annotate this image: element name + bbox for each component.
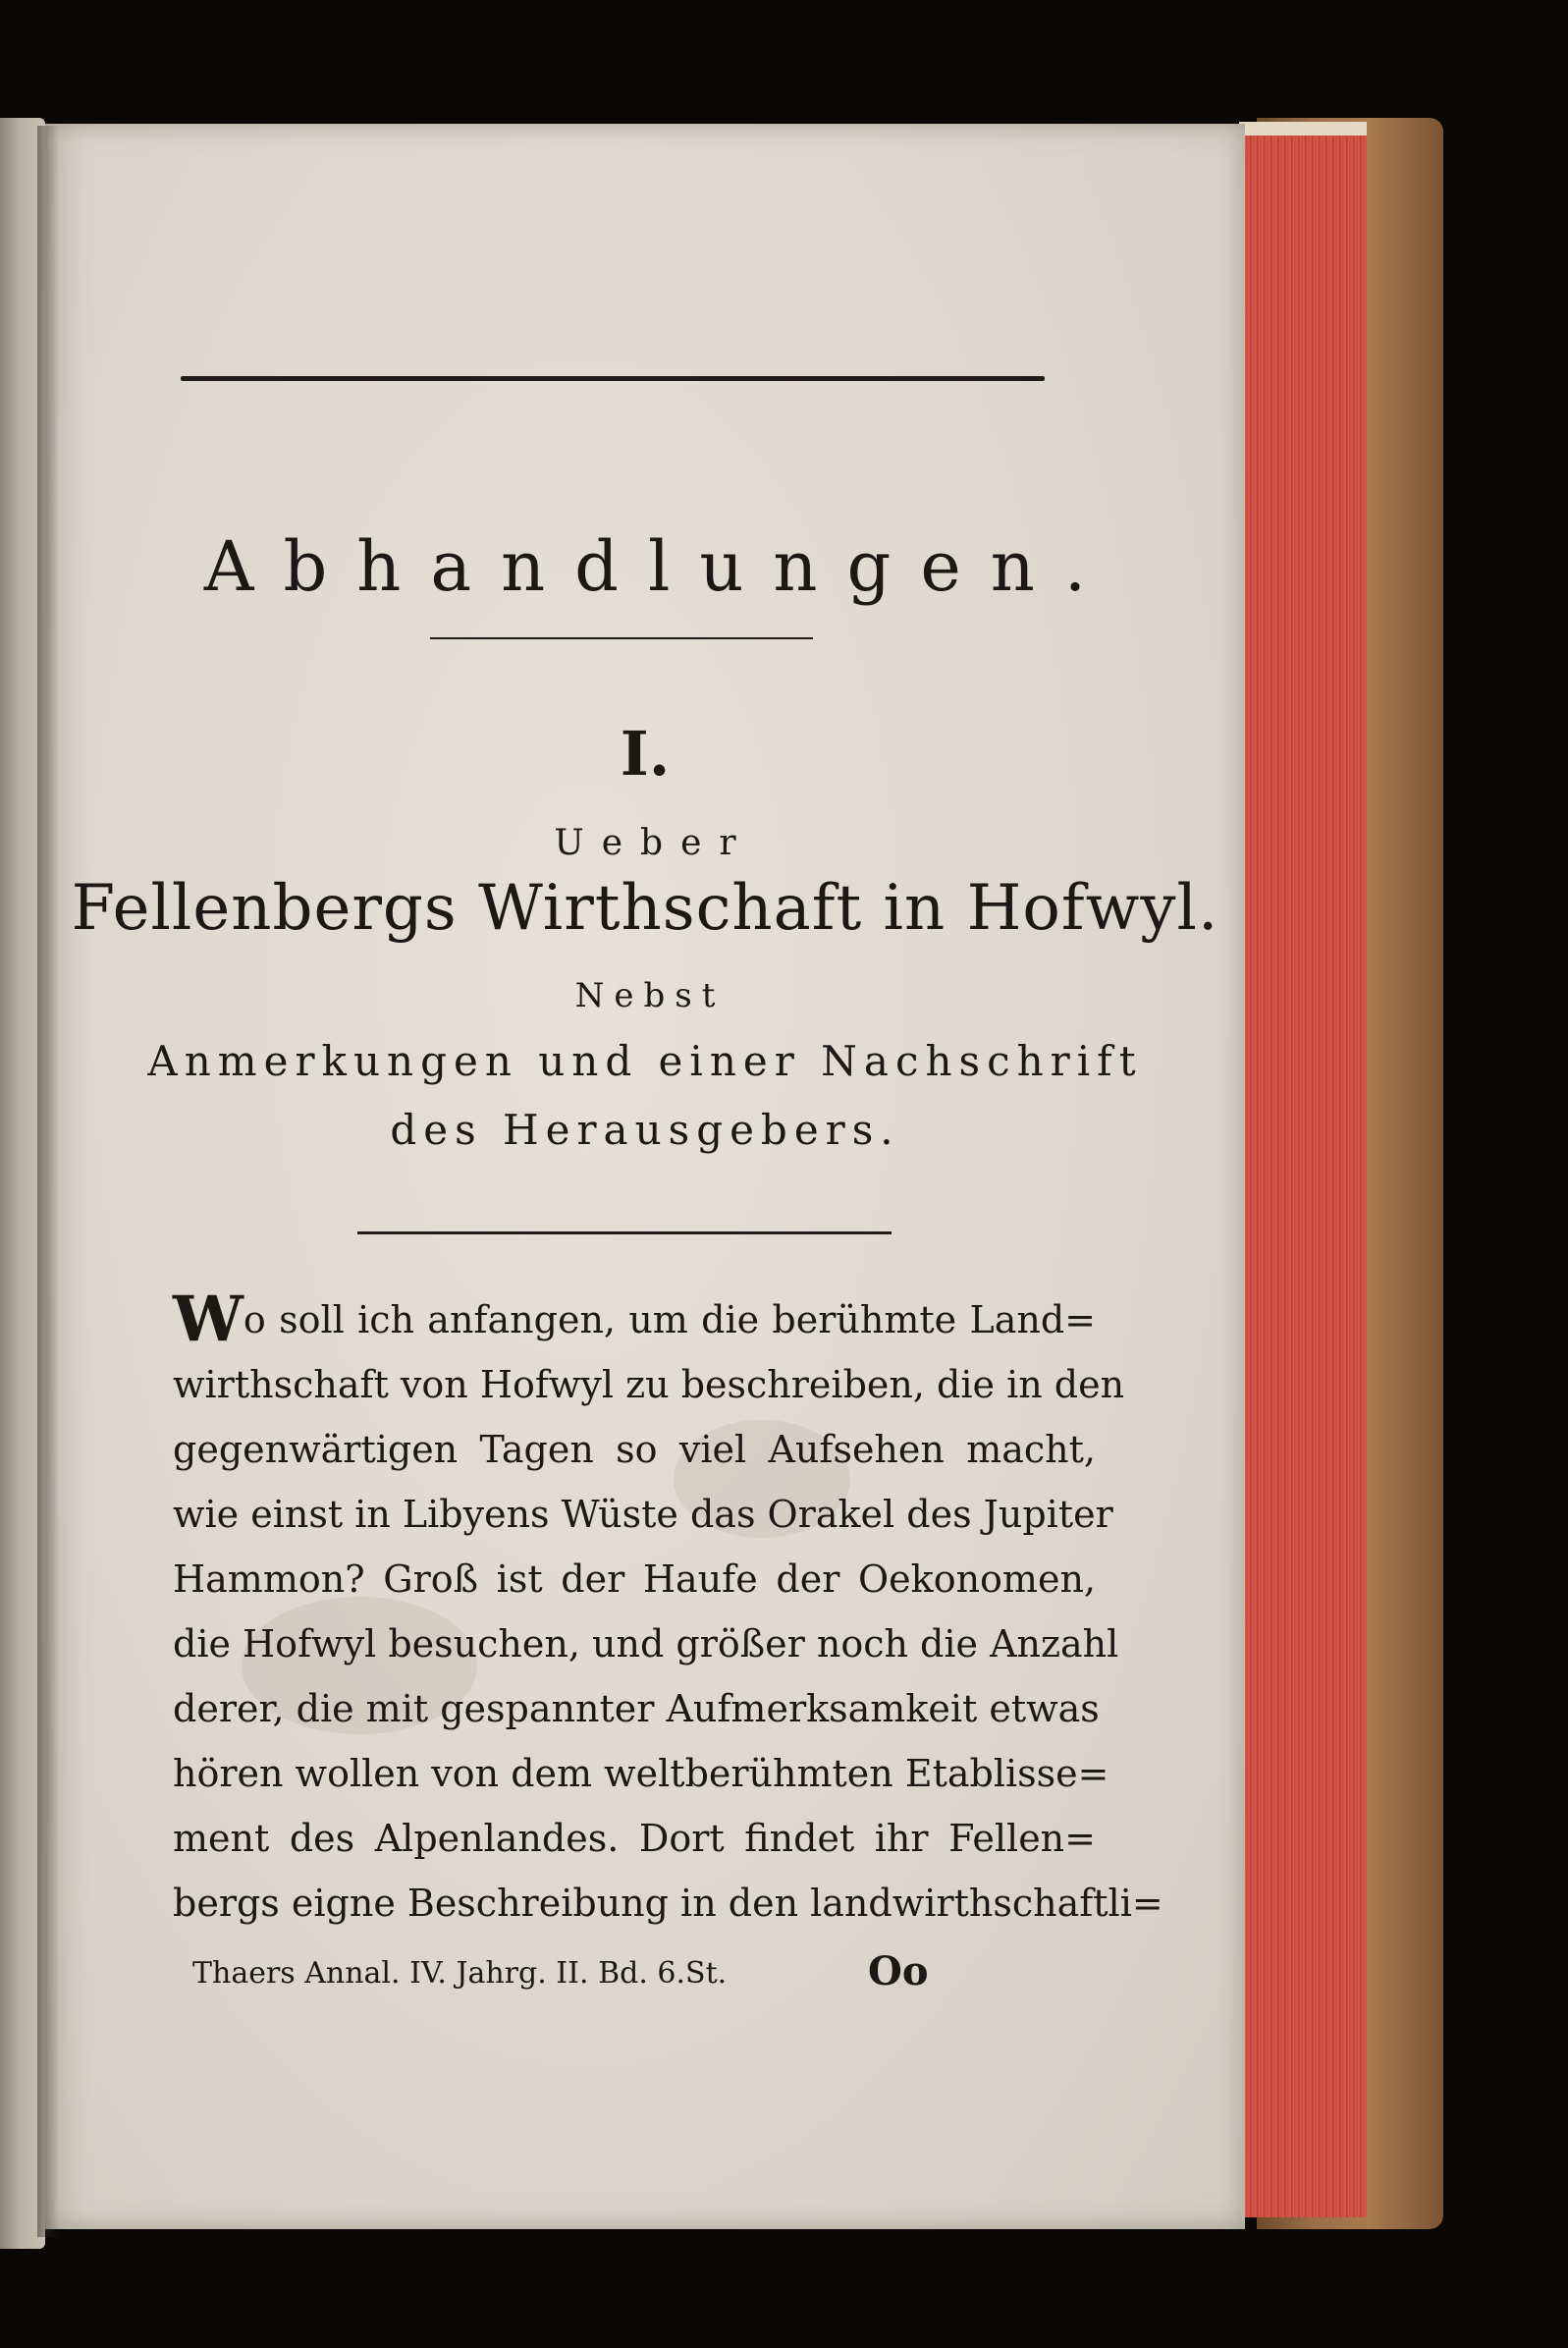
section-number: I. [620, 718, 671, 790]
middle-rule [430, 637, 813, 639]
body-line: wirthschaft von Hofwyl zu beschreiben, die in den [173, 1363, 1125, 1406]
spine-shadow [37, 126, 59, 2237]
body-line: die Hofwyl besuchen, und größer noch die Anzahl [173, 1622, 1119, 1665]
article-title: Fellenbergs Wirthschaft in Hofwyl. [71, 872, 1219, 945]
footer-signature-line: Thaers Annal. IV. Jahrg. II. Bd. 6.St. [192, 1956, 728, 1991]
page-edges-red [1239, 130, 1367, 2217]
book-page [45, 124, 1245, 2229]
subtitle-line-2: des Herausgebers. [390, 1106, 900, 1154]
top-rule [181, 376, 1045, 381]
body-line: Hammon? Groß ist der Haufe der Oekonomen, [173, 1557, 1096, 1601]
nebst-label: Nebst [574, 976, 726, 1015]
body-line: hören wollen von dem weltberühmten Etablisse= [173, 1752, 1109, 1795]
body-text [173, 1283, 1163, 1936]
subtitle-line-1: Anmerkungen und einer Nachschrift [147, 1037, 1143, 1085]
body-line: gegenwärtigen Tagen so viel Aufsehen macht, [173, 1428, 1096, 1471]
body-line: ment des Alpenlandes. Dort findet ihr Fellen= [173, 1817, 1096, 1860]
drop-cap: W [173, 1283, 243, 1356]
body-line: derer, die mit gespannter Aufmerksamkeit etwas [173, 1687, 1100, 1730]
signature-mark: Oo [868, 1948, 929, 1994]
ueber-label: Ueber [554, 823, 754, 863]
page-edges-top [1239, 122, 1367, 136]
body-line: Wo soll ich anfangen, um die berühmte Land= [173, 1283, 1096, 1356]
lower-rule [357, 1231, 892, 1234]
section-heading: Abhandlungen. [203, 526, 1116, 607]
body-line: wie einst in Libyens Wüste das Orakel des Jupiter [173, 1493, 1113, 1536]
body-line: bergs eigne Beschreibung in den landwirthschaftli= [173, 1882, 1163, 1925]
